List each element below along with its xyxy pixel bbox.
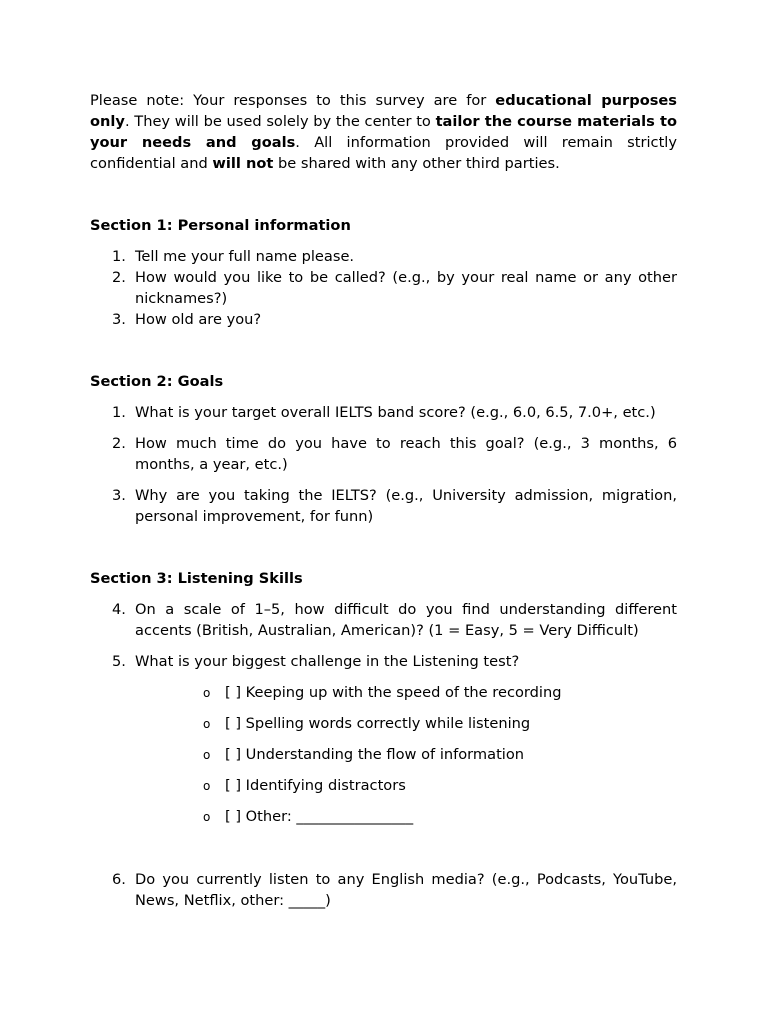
question-item [90,433,677,475]
section-1-questions [90,246,677,330]
question-text: Do you currently listen to any English media? (e.g., Podcasts, YouTube, News, Netflix, other: _____) [135,871,677,909]
option-item [135,682,677,703]
intro-text-1: Please note: Your responses to this survey are for [90,92,496,109]
question-text: Tell me your full name please. [135,248,355,265]
option-text: [ ] Other: ________________ [225,808,414,825]
intro-text-4: be shared with any other third parties. [273,155,560,172]
question-number: 1. [112,248,126,265]
option-text: [ ] Identifying distractors [225,777,406,794]
question-number: 5. [112,653,126,670]
question-text: On a scale of 1–5, how difficult do you find understanding different accents (British, Australian, American)? (1 = Easy, 5 = Very Difficult) [135,601,677,639]
question-number: 2. [112,435,126,452]
question-text: What is your target overall IELTS band score? (e.g., 6.0, 6.5, 7.0+, etc.) [135,404,656,421]
option-item [135,775,677,796]
question-number: 6. [112,871,126,888]
section-3-title: Section 3: Listening Skills [90,570,303,587]
question-number: 4. [112,601,126,618]
intro-bold-3: will not [212,155,274,172]
intro-text-2: . They will be used solely by the center to [124,113,436,130]
section-3-question-6 [90,869,677,911]
question-item [90,651,677,827]
question-text: Why are you taking the IELTS? (e.g., University admission, migration, personal improvement, for funn) [135,487,677,525]
question-text: How much time do you have to reach this goal? (e.g., 3 months, 6 months, a year, etc.) [135,435,677,473]
bullet-icon: o [203,810,211,824]
question-item [90,246,677,267]
option-item [135,713,677,734]
question-text: How old are you? [135,311,262,328]
intro-paragraph [90,90,677,174]
question-number: 3. [112,487,126,504]
section-2-questions [90,402,677,527]
intro-text-3: . All information provided will remain strictly confidential and [90,134,677,172]
question-item [90,599,677,641]
question-item [90,267,677,309]
bullet-icon: o [203,686,211,700]
question-number: 3. [112,311,126,328]
question-number: 2. [112,269,126,286]
section-1-title: Section 1: Personal information [90,217,351,234]
bullet-icon: o [203,717,211,731]
question-item [90,309,677,330]
bullet-icon: o [203,748,211,762]
option-text: [ ] Keeping up with the speed of the recording [225,684,562,701]
section-3-questions [90,599,677,827]
question-item [90,402,677,423]
option-text: [ ] Spelling words correctly while listening [225,715,531,732]
option-text: [ ] Understanding the flow of information [225,746,525,763]
listening-challenge-options [135,682,677,827]
option-item [135,744,677,765]
intro-bold-1: educational purposes only [90,92,677,130]
option-item [135,806,677,827]
survey-document [90,90,677,911]
section-2-title: Section 2: Goals [90,373,224,390]
question-item [90,485,677,527]
question-text: How would you like to be called? (e.g., by your real name or any other nicknames?) [135,269,677,307]
intro-bold-2: tailor the course materials to your needs and goals [90,113,677,151]
bullet-icon: o [203,779,211,793]
question-number: 1. [112,404,126,421]
question-text: What is your biggest challenge in the Listening test? [135,653,520,670]
question-item [90,869,677,911]
